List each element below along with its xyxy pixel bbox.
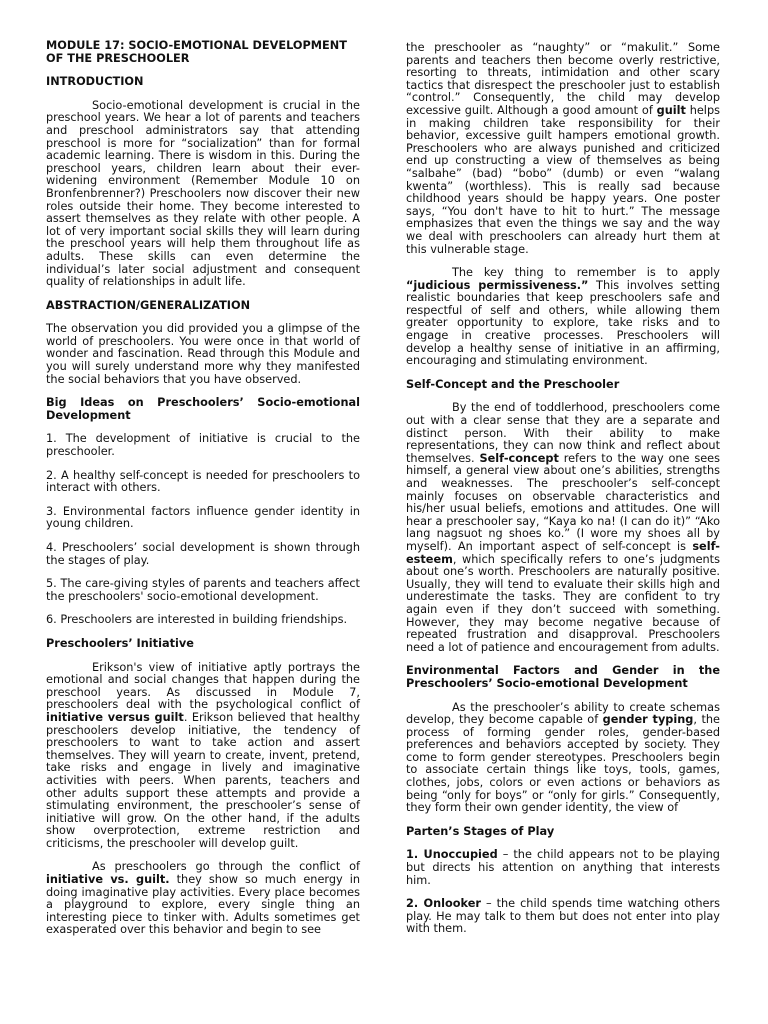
initiative-paragraph-1: Erikson's view of initiative aptly portrays the emotional and social changes that happen during the preschool years. As discussed in Module 7, preschoolers deal with the psychological conflict of initiative versus guilt. Erikson believed that healthy preschoolers develop initiative, the tendency of preschoolers to want to take action and assert themselves. They will yearn to create, invent, pretend, take risks and engage in lively and imaginative activities with peers. When parents, teachers and other adults support these attempts and provide a stimulating environment, the preschooler’s sense of initiative will grow. On the other hand, if the adults show overprotection, extreme restriction and criticisms, the preschooler will develop guilt. (46, 660, 360, 850)
play-stage-unoccupied: 1. Unoccupied – the child appears not to be playing but directs his attention on anything that interests him. (406, 848, 720, 887)
continued-paragraph: the preschooler as “naughty” or “makulit.” Some parents and teachers then become overly restrictive, resorting to threats, intimidation and other scary tactics that disrespect the preschooler just to establish “control.” Consequently, the child may develop excessive guilt. Although a good amount of guilt helps in making children take responsibility for their behavior, excessive guilt hampers emotional growth. Preschoolers who are always punished and criticized end up constructing a view of themselves as being “salbahe” (bad) “bobo” (dumb) or even “walang kwenta” (worthless). This is really sad because childhood years should be happy years. One poster says, “You don't have to hit to hurt.” The message emphasizes that even the things we say and the way we deal with preschoolers can already hurt them at this vulnerable stage. (406, 41, 720, 256)
play-stage-onlooker: 2. Onlooker – the child spends time watching others play. He may talk to them but does not enter into play with them. (406, 897, 720, 936)
self-concept-heading: Self-Concept and the Preschooler (406, 377, 620, 391)
initiative-heading: Preschoolers’ Initiative (46, 636, 194, 650)
abstraction-paragraph: The observation you did provided you a glimpse of the world of preschoolers. You were once in that world of wonder and fascination. Read through this Module and you will surely understand more why they manifested the social behaviors that you have observed. (46, 322, 360, 386)
gender-paragraph: As the preschooler’s ability to create schemas develop, they become capable of gender typing, the process of forming gender roles, gender-based preferences and behaviors accepted by society. They come to form gender stereotypes. Preschoolers begin to associate certain things like toys, tools, games, clothes, jobs, colors or even actions or behaviors as being “only for boys” or “only for girls.” Consequently, they form their own gender identity, the view of (406, 700, 720, 815)
abstraction-heading: ABSTRACTION/GENERALIZATION (46, 298, 251, 312)
big-idea-item: 5. The care-giving styles of parents and teachers affect the preschoolers' socio-emotional development. (46, 577, 360, 603)
initiative-paragraph-2: As preschoolers go through the conflict of initiative vs. guilt. they show so much energy in doing imaginative play activities. Every place becomes a playground to explore, every single thing an interesting piece to tinker with. Adults sometimes get exasperated over this behavior and begin to see (46, 860, 360, 937)
big-idea-item: 3. Environmental factors influence gender identity in young children. (46, 504, 360, 531)
environmental-factors-heading: Environmental Factors and Gender in the Preschoolers’ Socio-emotional Development (406, 664, 720, 690)
big-idea-item: 6. Preschoolers are interested in building friendships. (46, 613, 348, 627)
big-idea-item: 2. A healthy self-concept is needed for preschoolers to interact with others. (46, 468, 360, 495)
module-title: MODULE 17: SOCIO-EMOTIONAL DEVELOPMENT OF THE PRESCHOOLER (46, 39, 347, 65)
partens-stages-heading: Parten’s Stages of Play (406, 824, 555, 838)
right-column (406, 40, 720, 1024)
big-idea-item: 4. Preschoolers’ social development is shown through the stages of play. (46, 541, 360, 567)
judicious-permissiveness-paragraph: The key thing to remember is to apply “judicious permissiveness.” This involves setting realistic boundaries that keep preschoolers safe and respectful of self and others, while allowing them greater opportunity to explore, take risks and to engage in creative processes. Preschoolers will develop a healthy sense of initiative in an affirming, encouraging and stimulating environment. (406, 266, 720, 368)
intro-heading: INTRODUCTION (46, 75, 144, 89)
self-concept-paragraph: By the end of toddlerhood, preschoolers come out with a clear sense that they are a separate and distinct person. With their ability to make representations, they can now think and reflect about themselves. Self-concept refers to the way one sees himself, a general view about one’s abilities, strengths and weaknesses. The preschooler’s self-concept mainly focuses on observable characteristics and his/her usual beliefs, emotions and attitudes. One will hear a preschooler say, “Kaya ko na! (I can do it)” “Ako lang nagsuot ng shoes ko.” (I wore my shoes all by myself). An important aspect of self-concept is self-esteem, which specifically refers to one’s judgments about one’s worth. Preschoolers are naturally positive. Usually, they will tend to evaluate their skills high and underestimate the tasks. They are confident to try again even if they don’t succeed with something. However, they may become negative because of repeated frustration and disapproval. Preschoolers need a lot of patience and encouragement from adults. (406, 401, 720, 654)
left-column (46, 40, 360, 1024)
intro-paragraph: Socio-emotional development is crucial in the preschool years. We hear a lot of parents and teachers and preschool administrators say that attending preschool is more for “socialization” than for formal academic learning. There is wisdom in this. During the preschool years, children learn about their ever- widening environment (Remember Module 10 on Bronfenbrenner?) Preschoolers now discover their new roles outside their home. They become interested to assert themselves as they relate with other people. A lot of very important social skills they will learn during the preschool years will help them throughout life as adults. These skills can even determine the individual’s later social adjustment and consequent quality of relationships in adult life. (46, 98, 360, 289)
big-ideas-heading: Big Ideas on Preschoolers’ Socio-emotional Development (46, 396, 360, 422)
big-idea-item: 1. The development of initiative is crucial to the preschooler. (46, 432, 360, 459)
